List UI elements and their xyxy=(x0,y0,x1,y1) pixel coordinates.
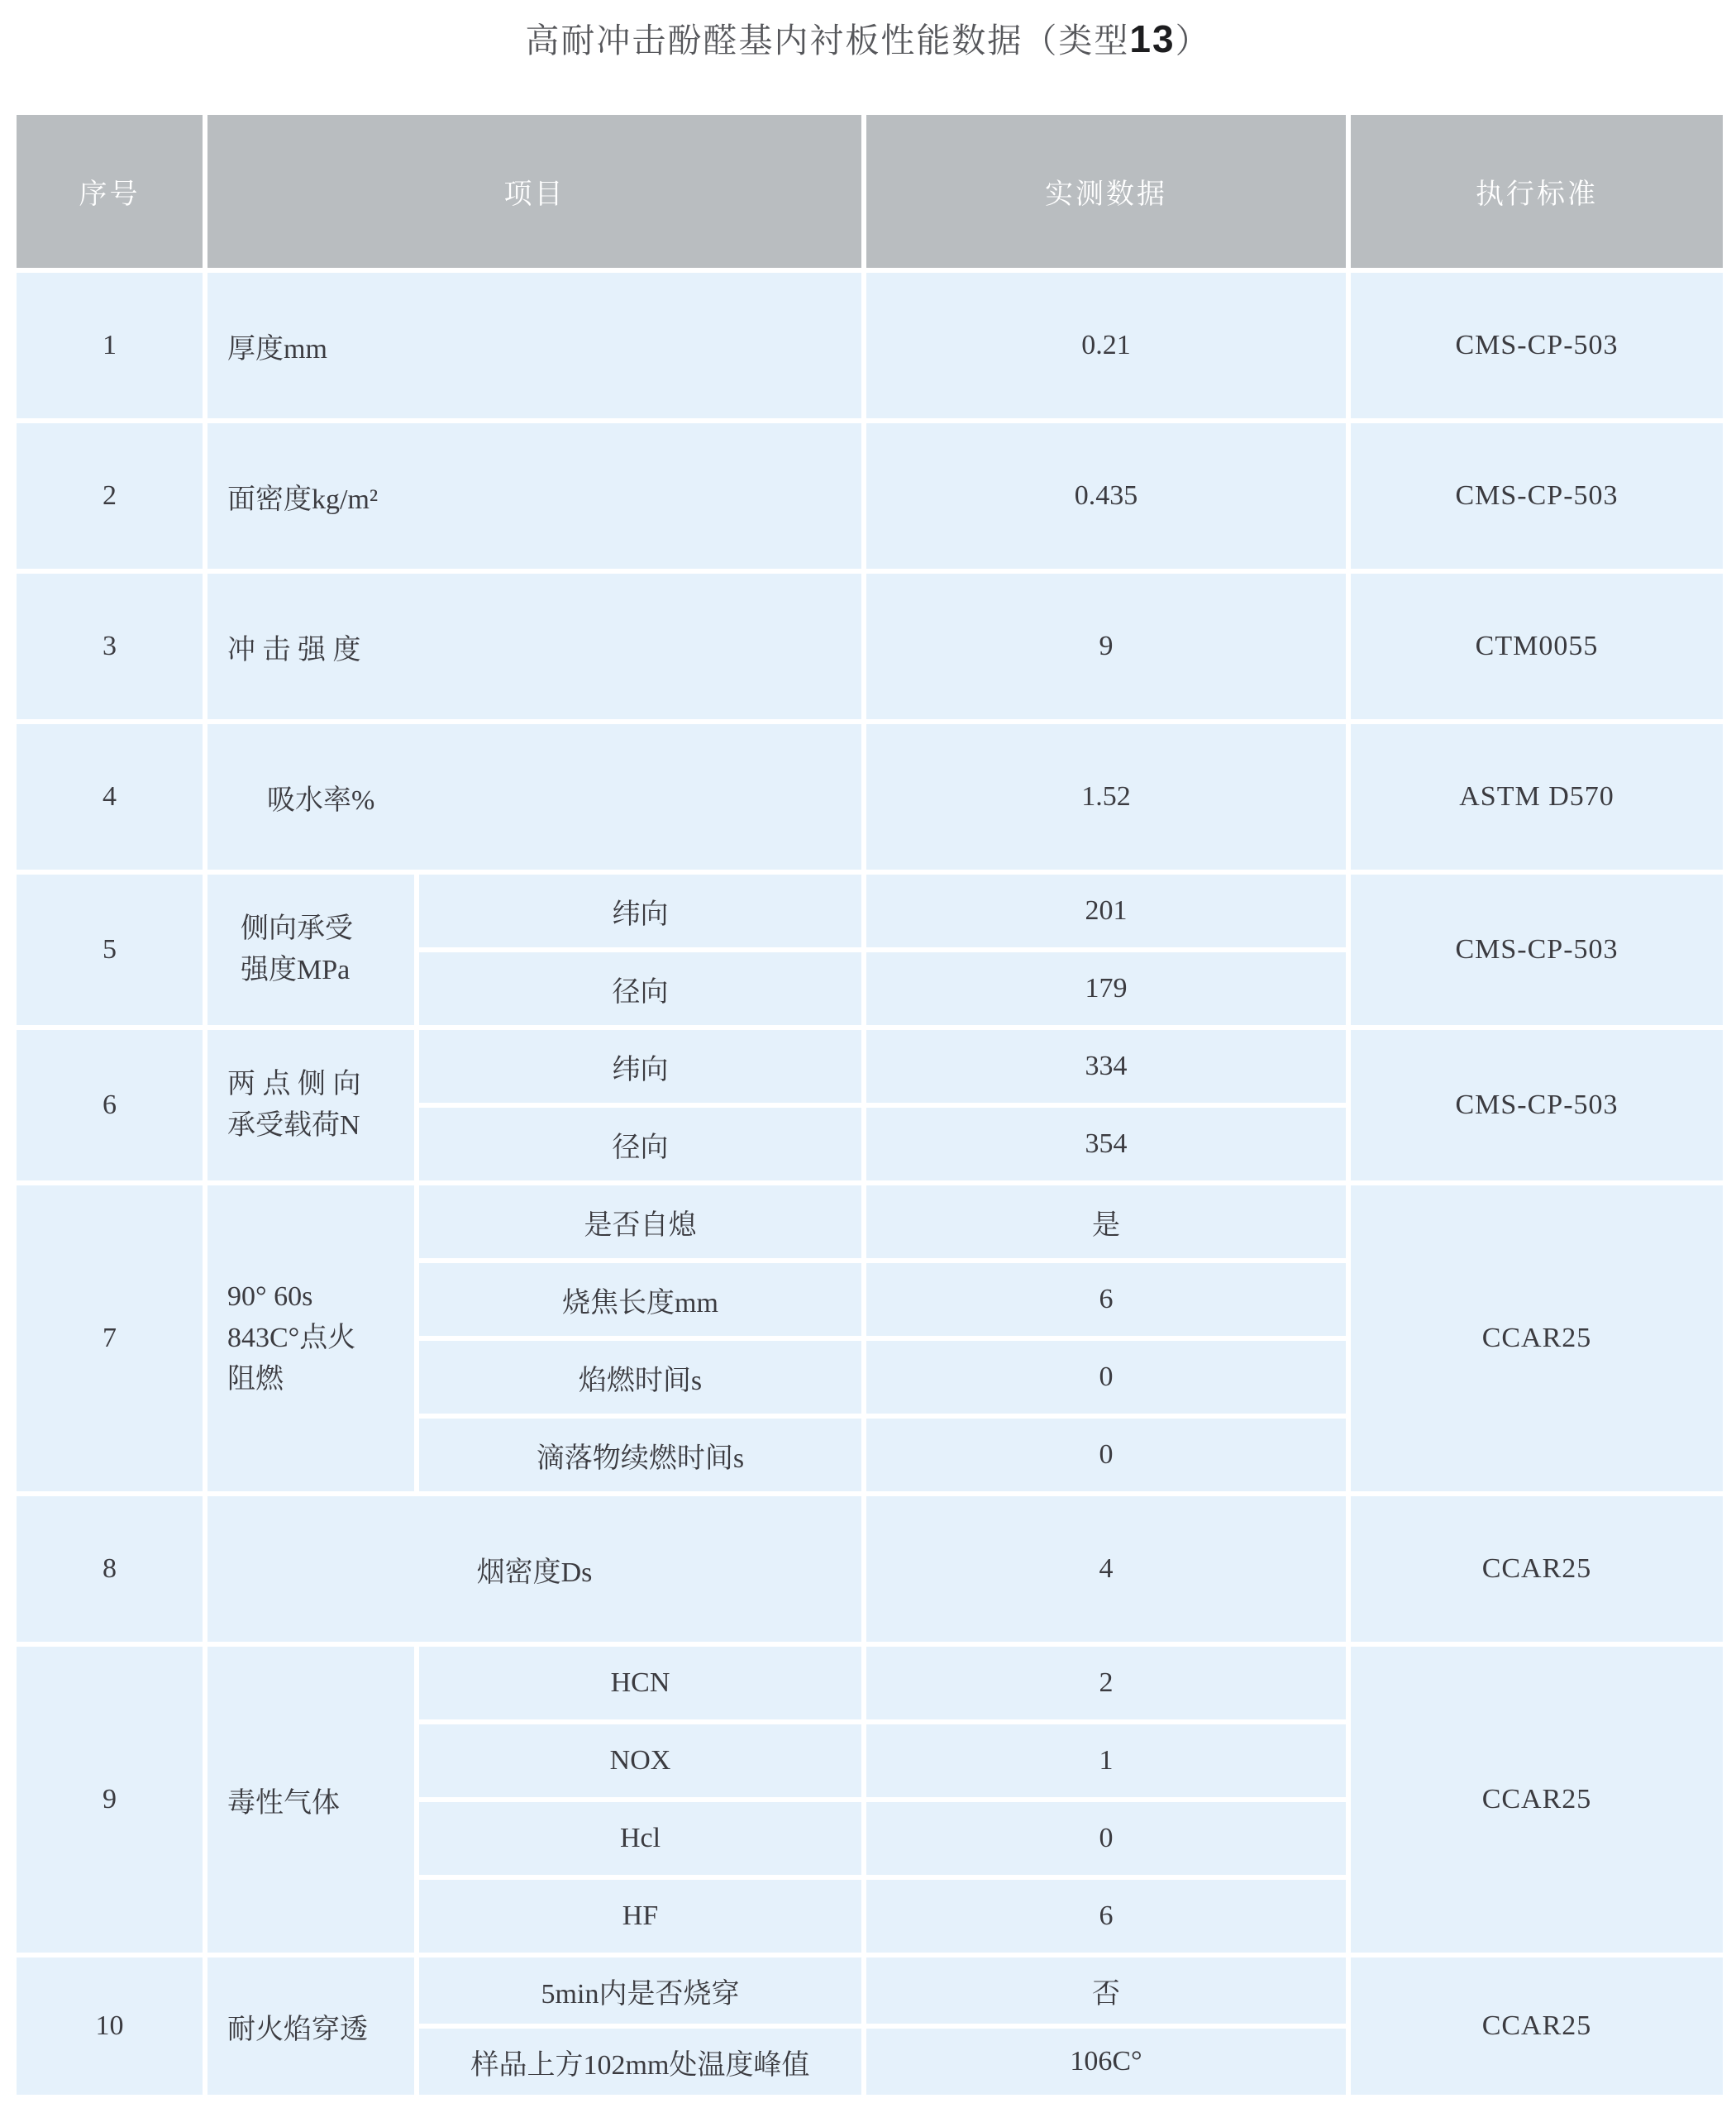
row-1-standard: CMS-CP-503 xyxy=(1351,273,1723,418)
row-2-value: 0.435 xyxy=(866,423,1346,569)
row-7-sub-4-value: 0 xyxy=(866,1419,1346,1491)
row-6-standard: CMS-CP-503 xyxy=(1351,1030,1723,1180)
row-3-no: 3 xyxy=(17,574,203,719)
row-8-no: 8 xyxy=(17,1496,203,1642)
row-9-sub-1-value: 2 xyxy=(866,1647,1346,1719)
row-7-item xyxy=(207,1185,414,1491)
col-header-item: 项目 xyxy=(207,115,861,268)
row-10-standard: CCAR25 xyxy=(1351,1958,1723,2095)
table-row-7 xyxy=(17,1185,1723,1258)
table-row-9 xyxy=(17,1647,1723,1719)
row-9-sub-4-label: HF xyxy=(419,1880,861,1953)
table-row-3 xyxy=(17,574,1723,719)
col-header-measured: 实测数据 xyxy=(866,115,1346,268)
performance-table xyxy=(12,110,1728,2100)
row-10-no: 10 xyxy=(17,1958,203,2095)
row-3-value: 9 xyxy=(866,574,1346,719)
row-4-value: 1.52 xyxy=(866,724,1346,870)
row-2-no: 2 xyxy=(17,423,203,569)
row-5-sub-1-value: 201 xyxy=(866,875,1346,947)
table-row-2 xyxy=(17,423,1723,569)
row-8-value: 4 xyxy=(866,1496,1346,1642)
row-7-standard: CCAR25 xyxy=(1351,1185,1723,1491)
row-5-item xyxy=(207,875,414,1025)
col-header-no: 序号 xyxy=(17,115,203,268)
row-8-item: 烟密度Ds xyxy=(207,1496,861,1642)
page-title-close-paren: ） xyxy=(1175,21,1211,60)
table-row-6 xyxy=(17,1030,1723,1103)
row-7-item-line-1: 90° 60s xyxy=(227,1281,313,1312)
row-2-standard: CMS-CP-503 xyxy=(1351,423,1723,569)
table-row-10 xyxy=(17,1958,1723,2024)
row-1-value: 0.21 xyxy=(866,273,1346,418)
row-7-sub-2-label: 烧焦长度mm xyxy=(419,1263,861,1336)
col-header-standard: 执行标准 xyxy=(1351,115,1723,268)
row-10-sub-2-value: 106C° xyxy=(866,2029,1346,2095)
row-9-standard: CCAR25 xyxy=(1351,1647,1723,1953)
row-5-sub-2-label: 径向 xyxy=(419,952,861,1025)
table-row-4 xyxy=(17,724,1723,870)
row-10-sub-1-label: 5min内是否烧穿 xyxy=(419,1958,861,2024)
row-9-sub-3-label: Hcl xyxy=(419,1802,861,1875)
row-3-standard: CTM0055 xyxy=(1351,574,1723,719)
table-header-row xyxy=(17,115,1723,268)
row-7-sub-2-value: 6 xyxy=(866,1263,1346,1336)
row-5-item-line-2: 强度MPa xyxy=(241,955,351,985)
row-5-standard: CMS-CP-503 xyxy=(1351,875,1723,1025)
row-6-sub-2-label: 径向 xyxy=(419,1108,861,1180)
row-6-sub-1-label: 纬向 xyxy=(419,1030,861,1103)
row-6-no: 6 xyxy=(17,1030,203,1180)
row-9-sub-2-label: NOX xyxy=(419,1724,861,1797)
row-9-sub-4-value: 6 xyxy=(866,1880,1346,1953)
row-6-item xyxy=(207,1030,414,1180)
row-9-item: 毒性气体 xyxy=(207,1647,414,1953)
row-10-sub-1-value: 否 xyxy=(866,1958,1346,2024)
page-title-type-number: 13 xyxy=(1129,17,1176,60)
row-9-sub-3-value: 0 xyxy=(866,1802,1346,1875)
table-row-5 xyxy=(17,875,1723,947)
row-4-standard: ASTM D570 xyxy=(1351,724,1723,870)
row-7-item-line-3: 阻燃 xyxy=(227,1364,284,1395)
row-3-item: 冲 击 强 度 xyxy=(207,574,861,719)
row-4-no: 4 xyxy=(17,724,203,870)
table-row-8 xyxy=(17,1496,1723,1642)
row-7-no: 7 xyxy=(17,1185,203,1491)
row-1-no: 1 xyxy=(17,273,203,418)
row-7-sub-3-value: 0 xyxy=(866,1341,1346,1414)
row-5-sub-2-value: 179 xyxy=(866,952,1346,1025)
row-7-sub-1-value: 是 xyxy=(866,1185,1346,1258)
row-6-item-line-1: 两 点 侧 向 xyxy=(227,1069,361,1099)
row-5-sub-1-label: 纬向 xyxy=(419,875,861,947)
row-7-sub-3-label: 焰燃时间s xyxy=(419,1341,861,1414)
row-5-no: 5 xyxy=(17,875,203,1025)
row-10-item: 耐火焰穿透 xyxy=(207,1958,414,2095)
table-row-1 xyxy=(17,273,1723,418)
row-10-sub-2-label: 样品上方102mm处温度峰值 xyxy=(419,2029,861,2095)
row-5-item-line-1: 侧向承受 xyxy=(241,913,353,944)
row-6-item-line-2: 承受载荷N xyxy=(227,1110,360,1141)
row-9-no: 9 xyxy=(17,1647,203,1953)
row-7-item-line-2: 843C°点火 xyxy=(227,1323,356,1353)
page-title-text: 高耐冲击酚醛基内衬板性能数据（类型 xyxy=(525,21,1130,60)
page-title xyxy=(0,13,1736,62)
row-9-sub-1-label: HCN xyxy=(419,1647,861,1719)
row-9-sub-2-value: 1 xyxy=(866,1724,1346,1797)
row-7-sub-1-label: 是否自熄 xyxy=(419,1185,861,1258)
row-2-item: 面密度kg/m² xyxy=(207,423,861,569)
row-8-standard: CCAR25 xyxy=(1351,1496,1723,1642)
row-4-item: 吸水率% xyxy=(207,724,861,870)
row-1-item: 厚度mm xyxy=(207,273,861,418)
row-7-sub-4-label: 滴落物续燃时间s xyxy=(419,1419,861,1491)
row-6-sub-2-value: 354 xyxy=(866,1108,1346,1180)
row-6-sub-1-value: 334 xyxy=(866,1030,1346,1103)
